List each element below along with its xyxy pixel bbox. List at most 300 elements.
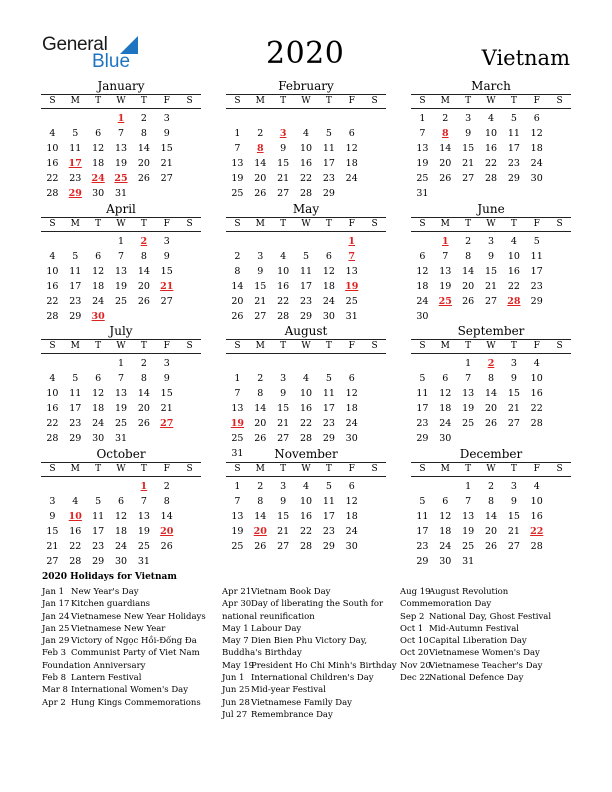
- day-cell: 21: [254, 296, 267, 307]
- page-header: [0, 0, 612, 80]
- weekday-label: S: [556, 219, 563, 229]
- weekday-label: S: [371, 219, 378, 229]
- day-cell: 23: [69, 173, 82, 184]
- month-calendar-june: [411, 201, 571, 324]
- day-cell: 23: [416, 418, 429, 429]
- day-cell: 22: [46, 418, 59, 429]
- weekday-label: W: [486, 341, 496, 351]
- day-cell: 24: [92, 296, 105, 307]
- weekday-label: S: [556, 341, 563, 351]
- day-cell: 5: [325, 481, 332, 492]
- day-cell: 15: [277, 403, 290, 414]
- holiday-date: Jul 27: [222, 709, 248, 720]
- holiday-name: Vietnamese Family Day: [251, 697, 352, 708]
- empty-day-cell: [434, 479, 457, 494]
- weekday-label: S: [49, 96, 56, 106]
- weekday-label: T: [140, 219, 147, 229]
- day-cell: 20: [137, 158, 150, 169]
- holiday-entry: [42, 635, 214, 647]
- empty-day-cell: [272, 356, 295, 371]
- day-cell: 23: [530, 281, 543, 292]
- day-cell: 2: [140, 113, 147, 124]
- day-cell: 6: [348, 481, 355, 492]
- month-title: November: [274, 447, 338, 461]
- day-cell: 2: [257, 373, 264, 384]
- day-cell: 19: [114, 281, 128, 292]
- day-cell: 25: [416, 173, 429, 184]
- day-cell: 11: [416, 388, 429, 399]
- day-cell: 18: [345, 403, 358, 414]
- day-cell: 6: [117, 496, 125, 507]
- holiday-entry: [42, 697, 214, 709]
- month-calendar-october: [41, 446, 201, 569]
- weekday-label: M: [255, 341, 265, 351]
- day-cell: 9: [163, 128, 170, 139]
- holiday-date: Jun 1: [222, 673, 245, 684]
- day-cell: 15: [507, 388, 520, 399]
- empty-day-cell: [64, 356, 87, 371]
- day-cell: 28: [299, 433, 313, 444]
- empty-day-cell: [249, 234, 272, 249]
- day-cell: 11: [69, 388, 82, 399]
- day-cell: 29: [299, 311, 313, 322]
- weekday-label: T: [140, 96, 147, 106]
- weekday-label: S: [234, 341, 241, 351]
- day-cell: 25: [231, 541, 244, 552]
- day-cell: 26: [254, 541, 267, 552]
- day-cell: 2: [257, 481, 264, 492]
- day-cell: 11: [92, 511, 105, 522]
- day-cell: 31: [416, 188, 429, 199]
- holiday-date: Oct 10: [400, 636, 429, 647]
- holiday-date: May 1: [222, 623, 249, 634]
- empty-day-cell: [340, 111, 363, 126]
- month-calendar-september: [411, 323, 571, 446]
- weekday-label: T: [280, 96, 287, 106]
- day-cell: 17: [69, 403, 82, 414]
- day-cell: 17: [69, 281, 82, 292]
- day-cell: 7: [117, 128, 125, 139]
- day-cell: 28: [46, 433, 59, 444]
- day-cell: 27: [277, 541, 290, 552]
- weekday-label: T: [510, 219, 517, 229]
- day-cell: 21: [277, 418, 290, 429]
- day-cell: 7: [442, 251, 449, 262]
- day-cell: 5: [325, 128, 332, 139]
- day-cell: 23: [69, 418, 82, 429]
- day-cell: 11: [299, 266, 313, 277]
- day-cell: 4: [533, 358, 540, 369]
- day-cell: 4: [302, 128, 310, 139]
- holiday-entry: [42, 598, 214, 610]
- holiday-day-cell: 10: [68, 511, 82, 522]
- day-cell: 19: [439, 281, 452, 292]
- day-cell: 27: [484, 296, 498, 307]
- day-cell: 28: [46, 311, 59, 322]
- day-cell: 6: [442, 373, 449, 384]
- holiday-date: May 19: [222, 660, 255, 671]
- day-cell: 24: [92, 418, 105, 429]
- day-cell: 4: [302, 481, 310, 492]
- weekday-label: S: [186, 219, 193, 229]
- weekday-label: W: [301, 464, 311, 474]
- weekday-label: M: [440, 96, 450, 106]
- empty-day-cell: [317, 234, 340, 249]
- day-cell: 7: [117, 373, 125, 384]
- day-grid: [411, 232, 571, 324]
- holiday-day-cell: 20: [253, 526, 267, 537]
- holiday-name: International Children's Day: [251, 673, 374, 684]
- day-cell: 5: [325, 373, 332, 384]
- weekday-label: T: [325, 341, 332, 351]
- day-cell: 11: [416, 511, 429, 522]
- day-cell: 1: [234, 481, 241, 492]
- day-cell: 2: [140, 358, 147, 369]
- day-cell: 11: [322, 143, 335, 154]
- empty-day-cell: [226, 234, 249, 249]
- weekday-label: M: [70, 96, 80, 106]
- day-cell: 18: [530, 143, 543, 154]
- holiday-date: Jan 24: [42, 611, 70, 622]
- empty-day-cell: [64, 234, 87, 249]
- weekday-label: M: [255, 219, 265, 229]
- empty-day-cell: [226, 356, 249, 371]
- month-title: October: [96, 447, 146, 461]
- holiday-date: Dec 22: [400, 673, 431, 684]
- holiday-name: national reunification: [222, 611, 315, 622]
- weekday-header: [226, 339, 386, 354]
- day-cell: 12: [345, 388, 358, 399]
- month-title: March: [471, 79, 511, 93]
- day-cell: 21: [160, 158, 173, 169]
- day-cell: 14: [137, 388, 150, 399]
- weekday-header: [226, 462, 386, 477]
- holiday-day-cell: 21: [160, 281, 174, 292]
- day-cell: 7: [419, 128, 426, 139]
- holiday-entry: [222, 635, 394, 647]
- holiday-date: Mar 8: [42, 685, 68, 696]
- weekday-label: S: [419, 96, 426, 106]
- day-cell: 22: [69, 541, 82, 552]
- generalblue-logo: [42, 34, 142, 74]
- day-cell: 29: [69, 311, 82, 322]
- day-cell: 28: [277, 311, 290, 322]
- weekday-label: F: [533, 464, 540, 474]
- day-cell: 22: [46, 296, 59, 307]
- day-cell: 18: [416, 281, 429, 292]
- weekday-header: [226, 94, 386, 109]
- day-cell: 16: [299, 403, 313, 414]
- logo-triangle-icon: [120, 36, 138, 54]
- holiday-day-cell: 22: [530, 526, 544, 537]
- holiday-day-cell: 25: [438, 296, 452, 307]
- weekday-label: S: [371, 464, 378, 474]
- day-cell: 3: [257, 251, 264, 262]
- holiday-name: Hung Kings Commemorations: [71, 697, 201, 708]
- day-cell: 2: [487, 481, 495, 492]
- day-cell: 23: [416, 541, 429, 552]
- day-cell: 28: [46, 188, 59, 199]
- day-cell: 30: [345, 541, 358, 552]
- holiday-day-cell: 27: [160, 418, 174, 429]
- day-cell: 9: [280, 143, 287, 154]
- day-cell: 3: [280, 373, 287, 384]
- holiday-day-cell: 17: [68, 158, 82, 169]
- day-cell: 31: [137, 556, 150, 567]
- day-cell: 25: [114, 418, 128, 429]
- holiday-day-cell: 28: [507, 296, 521, 307]
- holiday-name: Commemoration Day: [400, 599, 492, 610]
- weekday-label: T: [95, 464, 102, 474]
- holiday-day-cell: 7: [348, 251, 356, 262]
- day-cell: 19: [231, 173, 244, 184]
- holiday-date: Jan 29: [42, 636, 70, 647]
- empty-day-cell: [411, 234, 434, 249]
- weekday-label: S: [419, 219, 426, 229]
- weekday-label: S: [419, 464, 426, 474]
- weekday-label: W: [116, 464, 126, 474]
- day-cell: 22: [299, 173, 313, 184]
- weekday-label: T: [465, 341, 472, 351]
- empty-day-cell: [340, 356, 363, 371]
- day-grid: [411, 109, 571, 201]
- holiday-date: Oct 1: [400, 623, 424, 634]
- day-cell: 31: [231, 448, 244, 459]
- weekday-label: M: [255, 464, 265, 474]
- holiday-entry: [42, 623, 214, 635]
- holiday-entry: [42, 660, 214, 672]
- holiday-entry: [400, 586, 572, 598]
- holiday-name: Communist Party of Viet Nam: [71, 648, 200, 659]
- weekday-label: S: [186, 96, 193, 106]
- day-cell: 15: [160, 388, 173, 399]
- empty-day-cell: [87, 111, 110, 126]
- empty-day-cell: [226, 111, 249, 126]
- holiday-name: Lantern Festival: [71, 673, 142, 684]
- day-cell: 28: [484, 173, 498, 184]
- day-cell: 26: [137, 173, 150, 184]
- holiday-entry: [222, 709, 394, 721]
- day-cell: 16: [484, 143, 498, 154]
- day-cell: 5: [72, 373, 79, 384]
- day-cell: 29: [322, 433, 335, 444]
- holiday-entry: [222, 684, 394, 696]
- weekday-label: T: [140, 341, 147, 351]
- holiday-day-cell: 20: [160, 526, 174, 537]
- holiday-date: Nov 20: [400, 660, 431, 671]
- day-cell: 9: [163, 373, 170, 384]
- holiday-entry: [222, 586, 394, 598]
- holiday-name: International Women's Day: [71, 685, 189, 696]
- day-cell: 21: [160, 403, 173, 414]
- country-name: Vietnam: [481, 46, 570, 70]
- day-cell: 20: [137, 403, 150, 414]
- day-cell: 19: [114, 403, 128, 414]
- day-cell: 25: [137, 541, 150, 552]
- day-cell: 26: [160, 541, 173, 552]
- holiday-name: Capital Liberation Day: [429, 636, 527, 647]
- day-cell: 24: [416, 296, 429, 307]
- weekday-header: [41, 217, 201, 232]
- day-cell: 6: [533, 113, 540, 124]
- weekday-label: F: [348, 464, 355, 474]
- day-cell: 6: [95, 128, 102, 139]
- day-cell: 31: [462, 556, 475, 567]
- day-cell: 14: [254, 158, 267, 169]
- day-cell: 21: [484, 281, 498, 292]
- day-cell: 15: [160, 143, 173, 154]
- weekday-header: [226, 217, 386, 232]
- holiday-name: Vietnamese Women's Day: [429, 648, 540, 659]
- holiday-day-cell: 2: [140, 236, 148, 247]
- weekday-header: [411, 462, 571, 477]
- day-cell: 16: [69, 526, 82, 537]
- day-cell: 10: [507, 251, 520, 262]
- holiday-entry: [42, 672, 214, 684]
- day-cell: 6: [95, 251, 102, 262]
- day-cell: 21: [46, 541, 59, 552]
- day-cell: 18: [92, 403, 105, 414]
- day-cell: 30: [439, 556, 452, 567]
- day-cell: 19: [231, 526, 244, 537]
- holiday-day-cell: 25: [114, 173, 128, 184]
- day-cell: 14: [439, 143, 452, 154]
- holiday-day-cell: 8: [256, 143, 264, 154]
- weekday-header: [41, 339, 201, 354]
- day-cell: 27: [254, 311, 267, 322]
- day-cell: 26: [254, 433, 267, 444]
- day-cell: 31: [114, 188, 128, 199]
- day-cell: 13: [114, 388, 128, 399]
- weekday-label: W: [301, 341, 311, 351]
- day-cell: 20: [137, 281, 150, 292]
- weekday-label: S: [234, 96, 241, 106]
- month-title: September: [457, 324, 525, 338]
- day-cell: 10: [46, 266, 59, 277]
- day-cell: 20: [462, 281, 475, 292]
- empty-day-cell: [41, 111, 64, 126]
- holiday-name: Labour Day: [251, 623, 302, 634]
- holiday-date: May 7: [222, 636, 249, 647]
- day-cell: 5: [510, 113, 517, 124]
- day-cell: 24: [345, 526, 358, 537]
- day-cell: 14: [254, 511, 267, 522]
- holiday-name: Remembrance Day: [251, 709, 333, 720]
- day-cell: 24: [345, 173, 358, 184]
- day-cell: 6: [325, 251, 332, 262]
- weekday-label: S: [49, 219, 56, 229]
- day-cell: 23: [69, 296, 82, 307]
- weekday-label: W: [116, 219, 126, 229]
- holiday-entry: [222, 598, 394, 610]
- holiday-day-cell: 19: [230, 418, 245, 429]
- day-cell: 22: [277, 296, 290, 307]
- day-cell: 23: [507, 158, 520, 169]
- logo-text-general: General: [42, 34, 108, 55]
- weekday-header: [411, 94, 571, 109]
- day-cell: 29: [416, 556, 429, 567]
- weekday-header: [41, 94, 201, 109]
- day-cell: 4: [72, 496, 79, 507]
- month-title: May: [292, 202, 320, 216]
- weekday-header: [41, 462, 201, 477]
- weekday-label: S: [186, 464, 193, 474]
- day-cell: 25: [462, 541, 475, 552]
- day-cell: 15: [277, 158, 290, 169]
- day-cell: 18: [114, 526, 128, 537]
- weekday-label: M: [440, 341, 450, 351]
- day-cell: 11: [507, 128, 520, 139]
- weekday-label: T: [510, 341, 517, 351]
- day-cell: 18: [345, 511, 358, 522]
- day-cell: 23: [322, 418, 335, 429]
- day-cell: 8: [487, 496, 495, 507]
- day-cell: 17: [416, 403, 429, 414]
- empty-day-cell: [41, 234, 64, 249]
- day-cell: 9: [510, 496, 517, 507]
- day-cell: 30: [439, 433, 452, 444]
- holiday-day-cell: 1: [348, 236, 356, 247]
- day-cell: 14: [462, 266, 475, 277]
- day-cell: 7: [140, 496, 147, 507]
- day-cell: 26: [484, 418, 498, 429]
- day-cell: 26: [439, 173, 452, 184]
- day-cell: 22: [530, 403, 543, 414]
- holiday-name: Day of liberating the South for: [251, 599, 384, 610]
- day-cell: 6: [442, 496, 449, 507]
- day-cell: 17: [416, 526, 429, 537]
- day-cell: 8: [163, 496, 170, 507]
- holiday-name: New Year's Day: [71, 587, 139, 597]
- holiday-date: Jan 1: [42, 587, 65, 597]
- day-cell: 9: [487, 251, 495, 262]
- day-cell: 26: [231, 311, 244, 322]
- day-cell: 15: [462, 143, 475, 154]
- holiday-date: Jun 25: [222, 685, 250, 696]
- day-cell: 12: [530, 128, 543, 139]
- weekday-label: F: [533, 341, 540, 351]
- day-cell: 5: [72, 251, 79, 262]
- day-cell: 16: [299, 158, 313, 169]
- day-cell: 30: [92, 188, 105, 199]
- day-cell: 15: [46, 526, 59, 537]
- day-cell: 16: [530, 388, 543, 399]
- holiday-entry: [400, 660, 572, 672]
- day-grid: [41, 477, 201, 569]
- weekday-label: W: [486, 96, 496, 106]
- day-cell: 15: [160, 266, 173, 277]
- weekday-label: T: [325, 96, 332, 106]
- day-cell: 23: [299, 296, 313, 307]
- day-grid: [41, 354, 201, 446]
- day-cell: 11: [69, 143, 82, 154]
- empty-day-cell: [295, 356, 318, 371]
- holiday-name: Vietnamese New Year Holidays: [71, 611, 206, 622]
- day-cell: 16: [46, 281, 59, 292]
- day-cell: 26: [484, 541, 498, 552]
- day-cell: 15: [507, 511, 520, 522]
- holiday-date: Apr 21: [222, 587, 252, 597]
- holiday-entry: [222, 611, 394, 623]
- weekday-label: T: [280, 341, 287, 351]
- empty-day-cell: [110, 479, 133, 494]
- day-cell: 24: [439, 418, 452, 429]
- day-cell: 14: [160, 511, 173, 522]
- empty-day-cell: [411, 479, 434, 494]
- holiday-entry: [42, 611, 214, 623]
- day-cell: 10: [299, 496, 313, 507]
- weekday-label: S: [49, 464, 56, 474]
